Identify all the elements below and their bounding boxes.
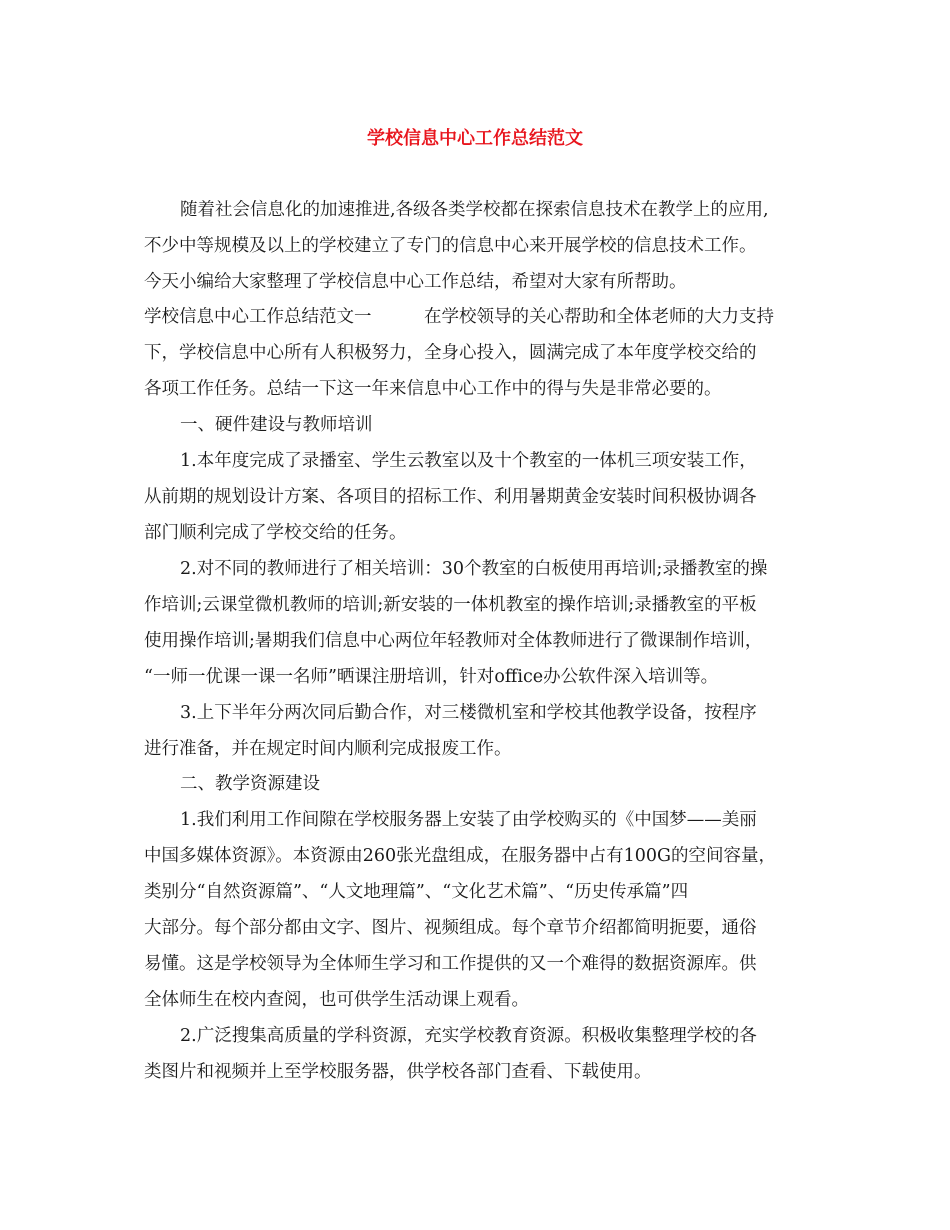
body-line: 2.广泛搜集高质量的学科资源，充实学校教育资源。积极收集整理学校的各 xyxy=(180,1026,757,1046)
document-title: 学校信息中心工作总结范文 xyxy=(367,128,583,149)
body-line: 类别分“自然资源篇”、“人文地理篇”、“文化艺术篇”、“历史传承篇”四 xyxy=(144,882,689,902)
body-line: 大部分。每个部分都由文字、图片、视频组成。每个章节介绍都简明扼要，通俗 xyxy=(144,918,757,938)
section-heading: 二、教学资源建设 xyxy=(180,774,320,794)
section-heading: 一、硬件建设与教师培训 xyxy=(180,415,373,435)
body-line: “一师一优课一课一名师”晒课注册培训，针对office办公软件深入培训等。 xyxy=(144,667,719,687)
body-line: 学校信息中心工作总结范文一 在学校领导的关心帮助和全体老师的大力支持 xyxy=(144,307,774,327)
body-line: 3.上下半年分两次同后勤合作，对三楼微机室和学校其他教学设备，按程序 xyxy=(180,703,757,723)
body-line: 今天小编给大家整理了学校信息中心工作总结，希望对大家有所帮助。 xyxy=(144,272,687,292)
body-line: 全体师生在校内查阅，也可供学生活动课上观看。 xyxy=(144,990,529,1010)
body-line: 中国多媒体资源》。本资源由260张光盘组成，在服务器中占有100G的空间容量， xyxy=(144,846,777,866)
body-line: 从前期的规划设计方案、各项目的招标工作、利用暑期黄金安装时间积极协调各 xyxy=(144,487,757,507)
body-line: 作培训;云课堂微机教师的培训;新安装的一体机教室的操作培训;录播教室的平板 xyxy=(144,595,757,615)
body-line: 类图片和视频并上至学校服务器，供学校各部门查看、下载使用。 xyxy=(144,1062,652,1082)
body-line: 易懂。这是学校领导为全体师生学习和工作提供的又一个难得的数据资源库。供 xyxy=(144,954,757,974)
body-line: 不少中等规模及以上的学校建立了专门的信息中心来开展学校的信息技术工作。 xyxy=(144,236,757,256)
body-line: 各项工作任务。总结一下这一年来信息中心工作中的得与失是非常必要的。 xyxy=(144,379,722,399)
body-line: 2.对不同的教师进行了相关培训：30个教室的白板使用再培训;录播教室的操 xyxy=(180,559,768,579)
body-line: 使用操作培训;暑期我们信息中心两位年轻教师对全体教师进行了微课制作培训， xyxy=(144,631,763,651)
body-line: 进行准备，并在规定时间内顺利完成报废工作。 xyxy=(144,739,512,759)
body-line: 1.本年度完成了录播室、学生云教室以及十个教室的一体机三项安装工作， xyxy=(180,451,757,471)
body-line: 1.我们利用工作间隙在学校服务器上安装了由学校购买的《中国梦——美丽 xyxy=(180,810,757,830)
body-line: 下，学校信息中心所有人积极努力，全身心投入，圆满完成了本年度学校交给的 xyxy=(144,343,757,363)
body-line: 部门顺利完成了学校交给的任务。 xyxy=(144,523,407,543)
body-line: 随着社会信息化的加速推进,各级各类学校都在探索信息技术在教学上的应用, xyxy=(180,200,769,220)
